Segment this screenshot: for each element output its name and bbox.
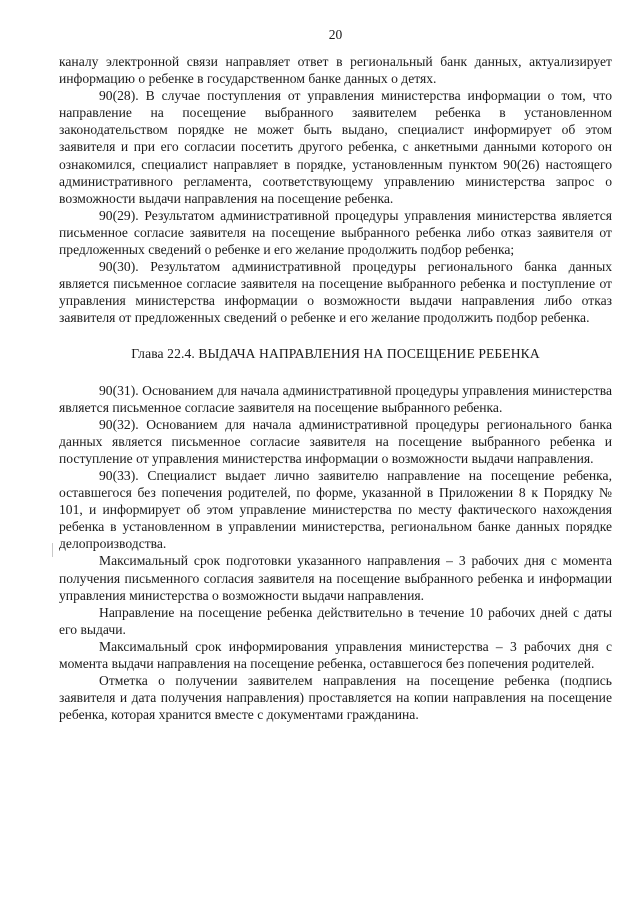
paragraph-max-term-preparation: Максимальный срок подготовки указанного направления – 3 рабочих дня с момента получения письменного согласия заявителя на посещение выбранного ребенка и информации управления министерства о возможности выдачи направления. bbox=[59, 553, 612, 603]
page-number: 20 bbox=[328, 27, 343, 42]
paragraph-validity: Направление на посещение ребенка действительно в течение 10 рабочих дней с даты его выдачи. bbox=[59, 604, 612, 637]
continuation-paragraph: каналу электронной связи направляет ответ в региональный банк данных, актуализирует информацию о ребенке в государственном банке данных о детях. bbox=[59, 54, 612, 87]
paragraph-90-33: 90(33). Специалист выдает лично заявителю направление на посещение ребенка, оставшегося без попечения родителей, по форме, указанной в Приложении 8 к Порядку № 101, и информирует об этом управление министерства по месту фактического нахождения ребенка в установленном в управлении министерства, региональном банке данных порядке делопроизводства. bbox=[59, 467, 612, 552]
document-page bbox=[59, 26, 612, 723]
paragraph-90-29: 90(29). Результатом административной процедуры управления министерства является письменное согласие заявителя на посещение выбранного ребенка либо отказ заявителя от предложенных сведений о ребенке и его желание продолжить подбор ребенка; bbox=[59, 207, 612, 258]
paragraph-max-term-informing: Максимальный срок информирования управления министерства – 3 рабочих дня с момента выдачи направления на посещение ребенка, оставшегося без попечения родителей. bbox=[59, 638, 612, 671]
paragraph-receipt-mark: Отметка о получении заявителем направления на посещение ребенка (подпись заявителя и дата получения направления) проставляется на копии направления на посещение ребенка, которая хранится вместе с документами гражданина. bbox=[59, 673, 612, 723]
paragraph-90-31: 90(31). Основанием для начала административной процедуры управления министерства является письменное согласие заявителя на посещение выбранного ребенка. bbox=[59, 382, 612, 415]
margin-mark bbox=[52, 543, 53, 557]
chapter-heading: Глава 22.4. ВЫДАЧА НАПРАВЛЕНИЯ НА ПОСЕЩЕНИЕ РЕБЕНКА bbox=[131, 345, 540, 361]
paragraph-90-28: 90(28). В случае поступления от управления министерства информации о том, что направление на посещение выбранного заявителем ребенка в установленном законодательством порядке не может быть выдано, специалист информирует об этом заявителя и при его согласии посетить другого ребенка, с анкетными данными которого он ознакомился, специалист направляет в порядке, установленным пунктом 90(26) настоящего административного регламента, соответствующему управлению министерства запрос о возможности выдачи направления на посещение ребенка. bbox=[59, 88, 612, 206]
paragraph-90-32: 90(32). Основанием для начала административной процедуры регионального банка данных является письменное согласие заявителя на посещение выбранного ребенка и поступление от управления министерства информации о возможности выдачи направления. bbox=[59, 416, 612, 466]
paragraph-90-30: 90(30). Результатом административной процедуры регионального банка данных является письменное согласие заявителя на посещение выбранного ребенка и поступление от управления министерства информации о возможности выдачи направления либо отказ заявителя от предложенных сведений о ребенке и его желание продолжить подбор ребенка. bbox=[59, 259, 612, 326]
